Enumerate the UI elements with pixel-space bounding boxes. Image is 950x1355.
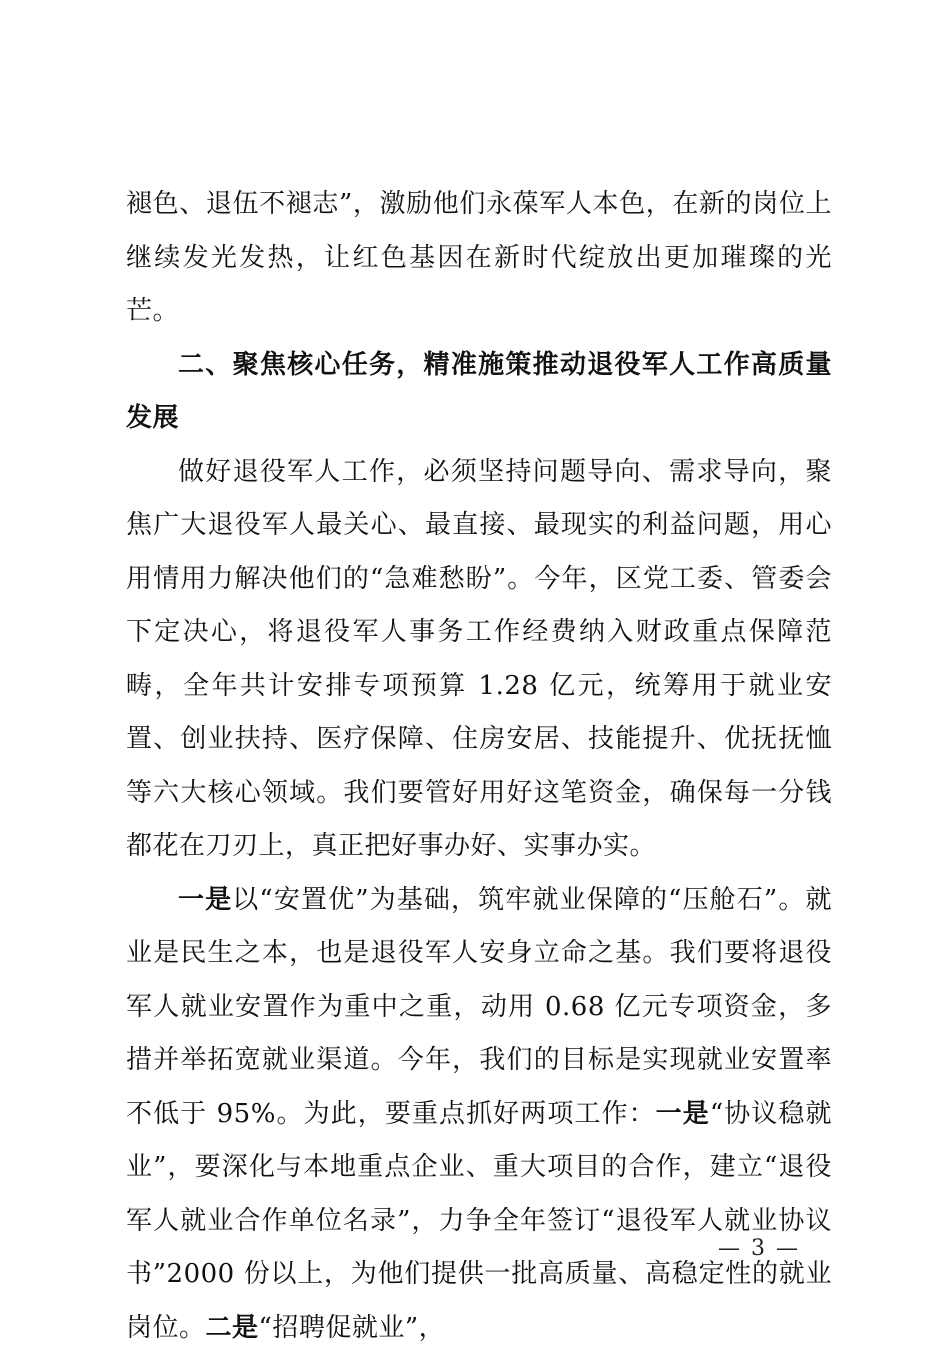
paragraph-employment-text-b: “协议稳就业”，要深化与本地重点企业、重大项目的合作，建立“退役军人就业合作单位名录”，力争全年签订“退役军人就业协议书”2000 份以上，为他们提供一批高质量、高稳定性的就业岗位。 bbox=[126, 1099, 832, 1343]
paragraph-budget: 做好退役军人工作，必须坚持问题导向、需求导向，聚焦广大退役军人最关心、最直接、最现实的利益问题，用心用情用力解决他们的“急难愁盼”。今年，区党工委、管委会下定决心，将退役军人事务工作经费纳入财政重点保障范畴，全年共计安排专项预算 1.28 亿元，统筹用于就业安置、创业扶持、医疗保障、住房安居、技能提升、优抚抚恤等六大核心领域。我们要管好用好这笔资金，确保每一分钱都花在刀刃上，真正把好事办好、实事办实。 bbox=[126, 446, 832, 874]
paragraph-employment bbox=[126, 874, 832, 1355]
paragraph-employment-text-c: “招聘促就业”， bbox=[259, 1313, 446, 1343]
paragraph-continuation: 褪色、退伍不褪志”，激励他们永葆军人本色，在新的岗位上继续发光发热，让红色基因在新时代绽放出更加璀璨的光芒。 bbox=[126, 178, 832, 339]
lead-bold-yishi-2: 一是 bbox=[656, 1099, 710, 1129]
paragraph-employment-text-a: 以“安置优”为基础，筑牢就业保障的“压舱石”。就业是民生之本，也是退役军人安身立命之基。我们要将退役军人就业安置作为重中之重，动用 0.68 亿元专项资金，多措并举拓宽就业渠道。今年，我们的目标是实现就业安置率不低于 95%。为此，要重点抓好两项工作： bbox=[126, 885, 832, 1129]
lead-bold-yishi: 一是 bbox=[178, 885, 232, 915]
section-heading: 二、聚焦核心任务，精准施策推动退役军人工作高质量发展 bbox=[126, 339, 832, 446]
page-number: — 3 — bbox=[718, 1236, 800, 1261]
lead-bold-ershi: 二是 bbox=[206, 1313, 259, 1343]
document-body bbox=[126, 178, 832, 1355]
